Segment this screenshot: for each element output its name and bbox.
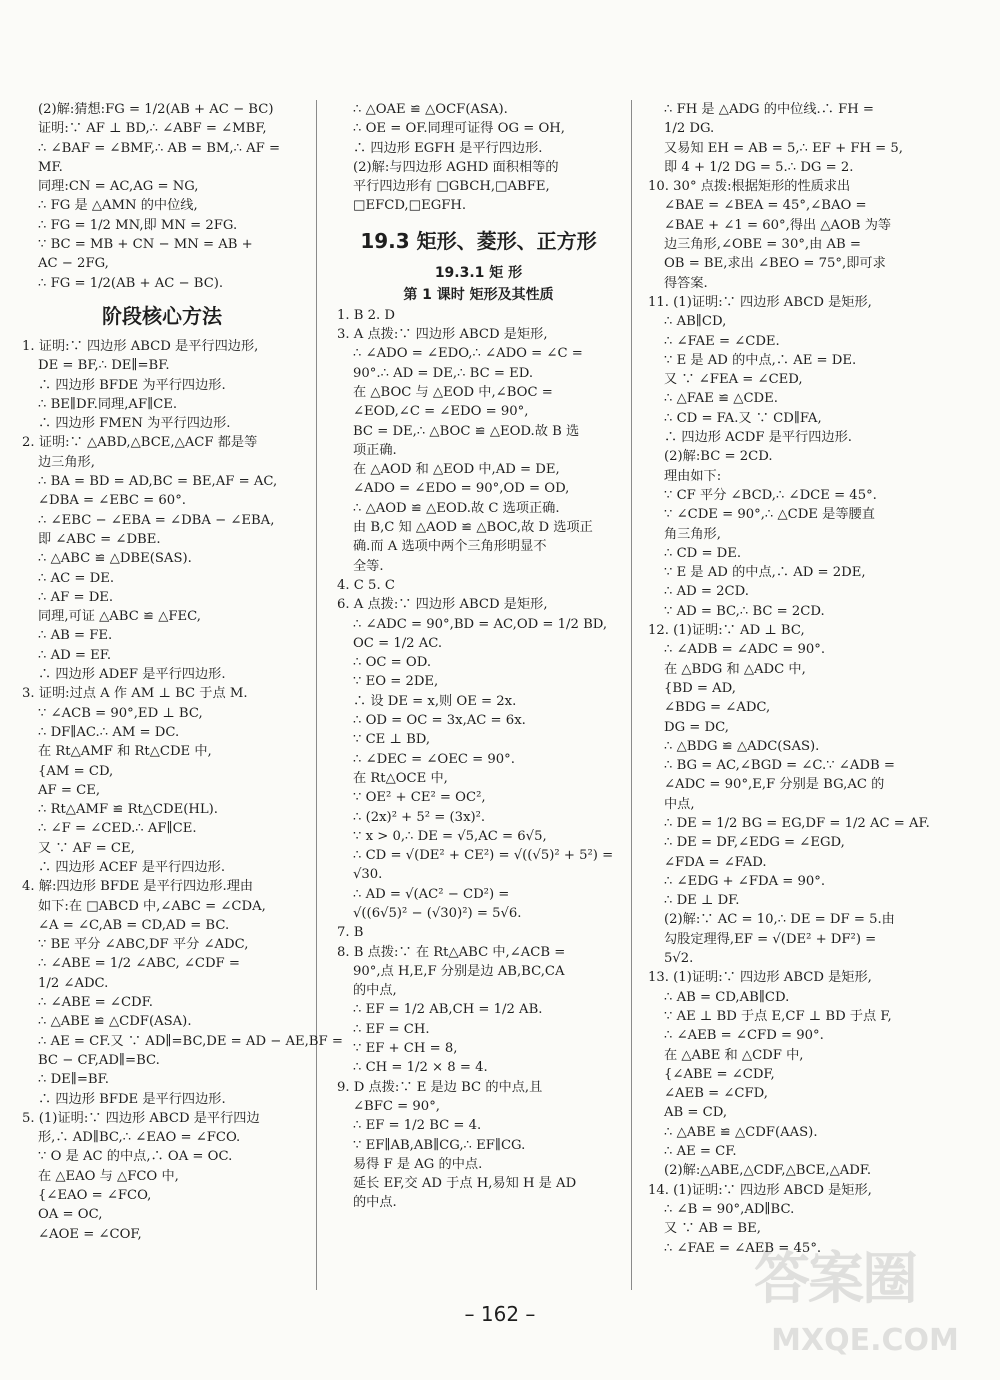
text-line: ∠EOD,∠C = ∠EDO = 90°,	[353, 404, 529, 420]
text-line: 平行四边形有 □GBCH,□ABFE,	[353, 179, 550, 195]
text-line: 边三角形,	[38, 454, 95, 470]
col1-continued-solution	[22, 100, 302, 293]
text-line: 7. B	[337, 925, 364, 941]
text-line: ∵ AD = BC,∴ BC = 2CD.	[664, 603, 825, 619]
text-line: ∴ OC = OD.	[353, 655, 432, 671]
text-line: ∵ EO = 2DE,	[353, 674, 439, 690]
text-line: ∠AOE = ∠COF,	[38, 1226, 142, 1242]
text-line: ∴ AB = CD,AB∥CD.	[664, 989, 790, 1005]
text-line: ∠A = ∠C,AB = CD,AD = BC.	[38, 917, 230, 933]
watermark-site: MXQE.COM	[771, 1323, 959, 1358]
text-line: 10. 30° 点拨:根据矩形的性质求出	[648, 179, 851, 195]
text-line: ∴ DE = DF,∠EDG = ∠EGD,	[664, 835, 845, 851]
text-line: 即 ∠ABC = ∠DBE.	[38, 531, 161, 547]
lesson-title: 第 1 课时 矩形及其性质	[403, 286, 554, 303]
text-line: {∠EAO = ∠FCO,	[38, 1188, 152, 1204]
watermark-logo	[754, 1248, 976, 1358]
text-line: (2)解:BC = 2CD.	[664, 449, 773, 465]
text-line: 由 B,C 知 △AOD ≌ △BOC,故 D 选项正	[353, 520, 593, 536]
text-line: ∴ △ABE ≌ △CDF(ASA).	[38, 1014, 192, 1030]
text-line: 4. C 5. C	[337, 577, 395, 593]
text-line: ∴ OE = OF.同理可证得 OG = OH,	[353, 121, 565, 137]
text-line: 形,∴ AD∥BC,∴ ∠EAO = ∠FCO.	[38, 1130, 241, 1146]
col2-rectangle-answers	[337, 306, 620, 1213]
text-line: ∴ ∠ADB = ∠ADC = 90°.	[664, 642, 826, 658]
column-divider-left	[316, 100, 317, 1290]
text-line: AC − 2FG,	[38, 256, 109, 272]
text-line: ∴ ∠B = 90°,AD∥BC.	[664, 1201, 795, 1217]
text-line: 90°,点 H,E,F 分别是边 AB,BC,CA	[353, 963, 565, 979]
text-line: ∠ADC = 90°,E,F 分别是 BG,AC 的	[664, 777, 885, 793]
text-line: AF = CE,	[38, 782, 101, 798]
text-line: ∴ FG 是 △AMN 的中位线,	[38, 198, 198, 214]
text-line: ∴ AD = √(AC² − CD²) =	[353, 886, 510, 902]
text-line: ∴ CD = DE.	[664, 545, 742, 561]
text-line: 全等.	[353, 558, 384, 574]
text-line: ∴ 四边形 FMEN 为平行四边形.	[38, 416, 231, 432]
text-line: OA = OC,	[38, 1207, 103, 1223]
text-line: ∴ EF = 1/2 BC = 4.	[353, 1118, 482, 1134]
text-line: 8. B 点拨:∵ 在 Rt△ABC 中,∠ACB =	[337, 944, 566, 960]
text-line: ∵ E 是 AD 的中点,∴ AD = 2DE,	[664, 565, 866, 581]
text-line: ∴ ∠EDG + ∠FDA = 90°.	[664, 873, 826, 889]
text-line: ∴ CD = FA.又 ∵ CD∥FA,	[664, 410, 822, 426]
text-line: 在 △BDG 和 △ADC 中,	[664, 661, 806, 677]
text-line: ∴ AB = FE.	[38, 628, 113, 644]
text-line: ∴ BG = AC,∠BGD = ∠C.∵ ∠ADB =	[664, 758, 895, 774]
text-line: ∵ x > 0,∴ DE = √5,AC = 6√5,	[353, 828, 547, 844]
text-line: 在 Rt△AMF 和 Rt△CDE 中,	[38, 744, 212, 760]
text-line: 3. A 点拨:∵ 四边形 ABCD 是矩形,	[337, 327, 548, 343]
subsection-title-19-3-1: 19.3.1 矩 形	[434, 264, 523, 281]
text-line: ∠BAE = ∠BEA = 45°,∠BAO =	[664, 198, 867, 214]
watermark-mark: 答案圈	[754, 1247, 916, 1312]
text-line: ∴ ∠ABE = 1/2 ∠ABC, ∠CDF =	[38, 956, 240, 972]
text-line: 14. (1)证明:∵ 四边形 ABCD 是矩形,	[648, 1182, 872, 1198]
text-line: 4. 解:四边形 BFDE 是平行四边形.理由	[22, 879, 254, 895]
text-line: ∴ △ABC ≌ △DBE(SAS).	[38, 551, 192, 567]
text-line: ∴ OD = OC = 3x,AC = 6x.	[353, 713, 526, 729]
column-middle	[337, 100, 620, 1213]
text-line: 易得 F 是 AG 的中点.	[353, 1156, 483, 1172]
text-line: 5√2.	[664, 951, 694, 967]
text-line: 确.而 A 选项中两个三角形明显不	[353, 539, 547, 555]
text-line: ∴ ∠FAE = ∠CDE.	[664, 333, 780, 349]
text-line: ∵ AE ⊥ BD 于点 E,CF ⊥ BD 于点 F,	[664, 1008, 892, 1024]
text-line: ∴ 四边形 BFDE 为平行四边形.	[38, 377, 226, 393]
text-line: ∴ DE∥=BF.	[38, 1072, 109, 1088]
text-line: ∵ EF + CH = 8,	[353, 1041, 458, 1057]
text-line: ∴ ∠FAE = ∠AEB = 45°.	[664, 1240, 822, 1256]
text-line: ∵ BC = MB + CN − MN = AB +	[38, 237, 253, 253]
text-line: BC − CF,AD∥=BC.	[38, 1052, 160, 1068]
column-right	[648, 100, 944, 1258]
text-line: OB = BE,求出 ∠BEO = 75°,即可求	[664, 256, 886, 272]
text-line: 13. (1)证明:∵ 四边形 ABCD 是矩形,	[648, 970, 872, 986]
text-line: 在 △ABE 和 △CDF 中,	[664, 1047, 804, 1063]
text-line: 角三角形,	[664, 526, 721, 542]
text-line: ∴ Rt△AMF ≌ Rt△CDE(HL).	[38, 802, 218, 818]
text-line: 即 4 + 1/2 DG = 5.∴ DG = 2.	[664, 159, 854, 175]
text-line: {∠ABE = ∠CDF,	[664, 1066, 775, 1082]
text-line: ∴ ∠ABE = ∠CDF.	[38, 995, 153, 1011]
text-line: ∴ DE = 1/2 BG = EG,DF = 1/2 AC = AF.	[664, 815, 930, 831]
text-line: (2)解:△ABE,△CDF,△BCE,△ADF.	[664, 1163, 872, 1179]
text-line: ∴ ∠DEC = ∠OEC = 90°.	[353, 751, 515, 767]
text-line: ∴ EF = 1/2 AB,CH = 1/2 AB.	[353, 1002, 543, 1018]
text-line: DE = BF,∴ DE∥=BF.	[38, 358, 170, 374]
text-line: ∠ADO = ∠EDO = 90°,OD = OD,	[353, 481, 570, 497]
text-line: ∵ O 是 AC 的中点,∴ OA = OC.	[38, 1149, 233, 1165]
text-line: (2)解:猜想:FG = 1/2(AB + AC − BC)	[38, 102, 274, 117]
text-line: ∴ △FAE ≌ △CDE.	[664, 391, 778, 407]
text-line: 中点,	[664, 796, 695, 812]
text-line: BC = DE,∴ △BOC ≌ △EOD.故 B 选	[353, 423, 580, 439]
text-line: 1/2 ∠ADC.	[38, 975, 109, 991]
text-line: 6. A 点拨:∵ 四边形 ABCD 是矩形,	[337, 597, 548, 613]
text-line: ∴ △ABE ≌ △CDF(AAS).	[664, 1124, 818, 1140]
text-line: ∠BFC = 90°,	[353, 1098, 440, 1114]
text-line: ∴ △AOD ≌ △EOD.故 C 选项正确.	[353, 500, 560, 516]
text-line: ∴ ∠AEB = ∠CFD = 90°.	[664, 1028, 824, 1044]
text-line: ∴ AD = EF.	[38, 647, 112, 663]
text-line: ∴ AE = CF.	[664, 1144, 737, 1160]
text-line: ∴ △BDG ≌ △ADC(SAS).	[664, 738, 820, 754]
text-line: 1. 证明:∵ 四边形 ABCD 是平行四边形,	[22, 338, 259, 354]
text-line: ∴ AF = DE.	[38, 589, 114, 605]
text-line: ∴ ∠ADO = ∠EDO,∴ ∠ADO = ∠C =	[353, 346, 583, 362]
text-line: ∵ ∠CDE = 90°,∴ △CDE 是等腰直	[664, 507, 875, 523]
text-line: 如下:在 □ABCD 中,∠ABC = ∠CDA,	[38, 898, 266, 914]
text-line: 证明:∵ AF ⊥ BD,∴ ∠ABF = ∠MBF,	[38, 121, 267, 137]
text-line: 在 Rt△OCE 中,	[353, 770, 448, 786]
text-line: 得答案.	[664, 275, 708, 291]
text-line: 11. (1)证明:∵ 四边形 ABCD 是矩形,	[648, 294, 872, 310]
text-line: (2)解:∵ AC = 10,∴ DE = DF = 5.由	[664, 912, 895, 928]
text-line: 12. (1)证明:∵ AD ⊥ BC,	[648, 623, 805, 639]
text-line: 理由如下:	[664, 468, 722, 484]
text-line: ∵ ∠ACB = 90°,ED ⊥ BC,	[38, 705, 203, 721]
text-line: √((6√5)² − (√30)²) = 5√6.	[353, 905, 522, 921]
text-line: ∵ E 是 AD 的中点,∴ AE = DE.	[664, 352, 857, 368]
text-line: 在 △EAO 与 △FCO 中,	[38, 1168, 179, 1184]
text-line: ∴ 四边形 BFDE 是平行四边形.	[38, 1091, 226, 1107]
text-line: 同理:CN = AC,AG = NG,	[38, 179, 199, 195]
text-line: 的中点.	[353, 1195, 397, 1211]
text-line: 又 ∵ AB = BE,	[664, 1221, 761, 1237]
text-line: √30.	[353, 867, 383, 883]
text-line: DG = DC,	[664, 719, 729, 735]
text-line: □EFCD,□EGFH.	[353, 198, 467, 214]
text-line: ∴ FG = 1/2(AB + AC − BC).	[38, 275, 224, 291]
text-line: 在 △AOD 和 △EOD 中,AD = DE,	[353, 462, 560, 478]
text-line: ∴ FH 是 △ADG 的中位线.∴ FH =	[664, 102, 874, 117]
text-line: 5. (1)证明:∵ 四边形 ABCD 是平行四边	[22, 1110, 260, 1126]
text-line: ∴ ∠EBC − ∠EBA = ∠DBA − ∠EBA,	[38, 512, 275, 528]
text-line: ∴ ∠F = ∠CED.∴ AF∥CE.	[38, 821, 197, 837]
text-line: AB = CD,	[664, 1105, 728, 1121]
text-line: ∴ AC = DE.	[38, 570, 115, 586]
text-line: 边三角形,∠OBE = 30°,由 AB =	[664, 237, 861, 253]
text-line: 90°.∴ AD = DE,∴ BC = ED.	[353, 365, 534, 381]
column-left	[22, 100, 343, 1244]
text-line: ∴ AB∥CD,	[664, 314, 727, 330]
text-line: 的中点,	[353, 983, 397, 999]
text-line: ∠FDA = ∠FAD.	[664, 854, 767, 870]
text-line: {BD = AD,	[664, 680, 736, 696]
text-line: 3. 证明:过点 A 作 AM ⊥ BC 于点 M.	[22, 686, 248, 702]
page-number: – 162 –	[464, 1302, 536, 1326]
text-line: ∵ CE ⊥ BD,	[353, 732, 431, 748]
text-line: ∴ 四边形 ADEF 是平行四边形.	[38, 667, 226, 683]
text-line: ∴ ∠ADC = 90°,BD = AC,OD = 1/2 BD,	[353, 616, 608, 632]
text-line: ∠AEB = ∠CFD,	[664, 1086, 768, 1102]
text-line: 延长 EF,交 AD 于点 H,易知 H 是 AD	[353, 1176, 577, 1192]
text-line: ∵ OE² + CE² = OC²,	[353, 790, 486, 806]
text-line: 9. D 点拨:∵ E 是边 BC 的中点,且	[337, 1079, 543, 1095]
text-line: ∴ (2x)² + 5² = (3x)².	[353, 809, 486, 825]
text-line: OC = 1/2 AC.	[353, 635, 443, 651]
text-line: 同理,可证 △ABC ≌ △FEC,	[38, 609, 201, 625]
text-line: 又 ∵ AF = CE,	[38, 840, 135, 856]
text-line: 1/2 DG.	[664, 121, 715, 137]
text-line: ∴ BE∥DF.同理,AF∥CE.	[38, 396, 178, 412]
text-line: ∴ AD = 2CD.	[664, 584, 749, 600]
col3-answers	[648, 100, 944, 1258]
text-line: 1. B 2. D	[337, 307, 396, 323]
text-line: ∴ 四边形 ACDF 是平行四边形.	[664, 430, 852, 446]
col1-core-methods-answers	[22, 337, 343, 1244]
text-line: ∵ BE 平分 ∠ABC,DF 平分 ∠ADC,	[38, 937, 249, 953]
text-line: 项正确.	[353, 442, 397, 458]
column-divider-right	[631, 100, 632, 1290]
text-line: ∴ △OAE ≌ △OCF(ASA).	[353, 102, 508, 117]
text-line: ∠DBA = ∠EBC = 60°.	[38, 493, 186, 509]
text-line: 又 ∵ ∠FEA = ∠CED,	[664, 372, 803, 388]
text-line: ∴ DF∥AC.∴ AM = DC.	[38, 724, 180, 740]
text-line: ∴ AE = CF.又 ∵ AD∥=BC,DE = AD − AE,BF =	[38, 1033, 343, 1049]
text-line: ∴ 设 DE = x,则 OE = 2x.	[353, 693, 517, 709]
section-title-19-3: 19.3 矩形、菱形、正方形	[360, 228, 597, 253]
text-line: ∴ CD = √(DE² + CE²) = √((√5)² + 5²) =	[353, 848, 614, 864]
text-line: ∴ BA = BD = AD,BC = BE,AF = AC,	[38, 474, 278, 490]
text-line: 勾股定理得,EF = √(DE² + DF²) =	[664, 931, 877, 947]
text-line: ∴ 四边形 EGFH 是平行四边形.	[353, 140, 543, 156]
text-line: 在 △BOC 与 △EOD 中,∠BOC =	[353, 384, 553, 400]
text-line: 2. 证明:∵ △ABD,△BCE,△ACF 都是等	[22, 435, 258, 451]
text-line: (2)解:与四边形 AGHD 面积相等的	[353, 159, 559, 175]
text-line: ∴ 四边形 ACEF 是平行四边形.	[38, 859, 226, 875]
text-line: ∵ CF 平分 ∠BCD,∴ ∠DCE = 45°.	[664, 487, 877, 503]
text-line: ∴ EF = CH.	[353, 1021, 430, 1037]
text-line: ∠BAE + ∠1 = 60°,得出 △AOB 为等	[664, 217, 892, 233]
text-line: MF.	[38, 159, 63, 175]
text-line: ∵ EF∥AB,AB∥CG,∴ EF∥CG.	[353, 1137, 526, 1153]
text-line: ∴ DE ⊥ DF.	[664, 893, 740, 909]
text-line: ∴ CH = 1/2 × 8 = 4.	[353, 1060, 488, 1076]
section-heading-core-methods: 阶段核心方法	[102, 303, 222, 328]
text-line: ∴ ∠BAF = ∠BMF,∴ AB = BM,∴ AF =	[38, 140, 281, 156]
text-line: ∴ FG = 1/2 MN,即 MN = 2FG.	[38, 217, 238, 233]
text-line: {AM = CD,	[38, 763, 114, 779]
col2-continued-solution	[337, 100, 620, 216]
text-line: ∠BDG = ∠ADC,	[664, 700, 771, 716]
text-line: 又易知 EH = AB = 5,∴ EF + FH = 5,	[664, 140, 904, 156]
